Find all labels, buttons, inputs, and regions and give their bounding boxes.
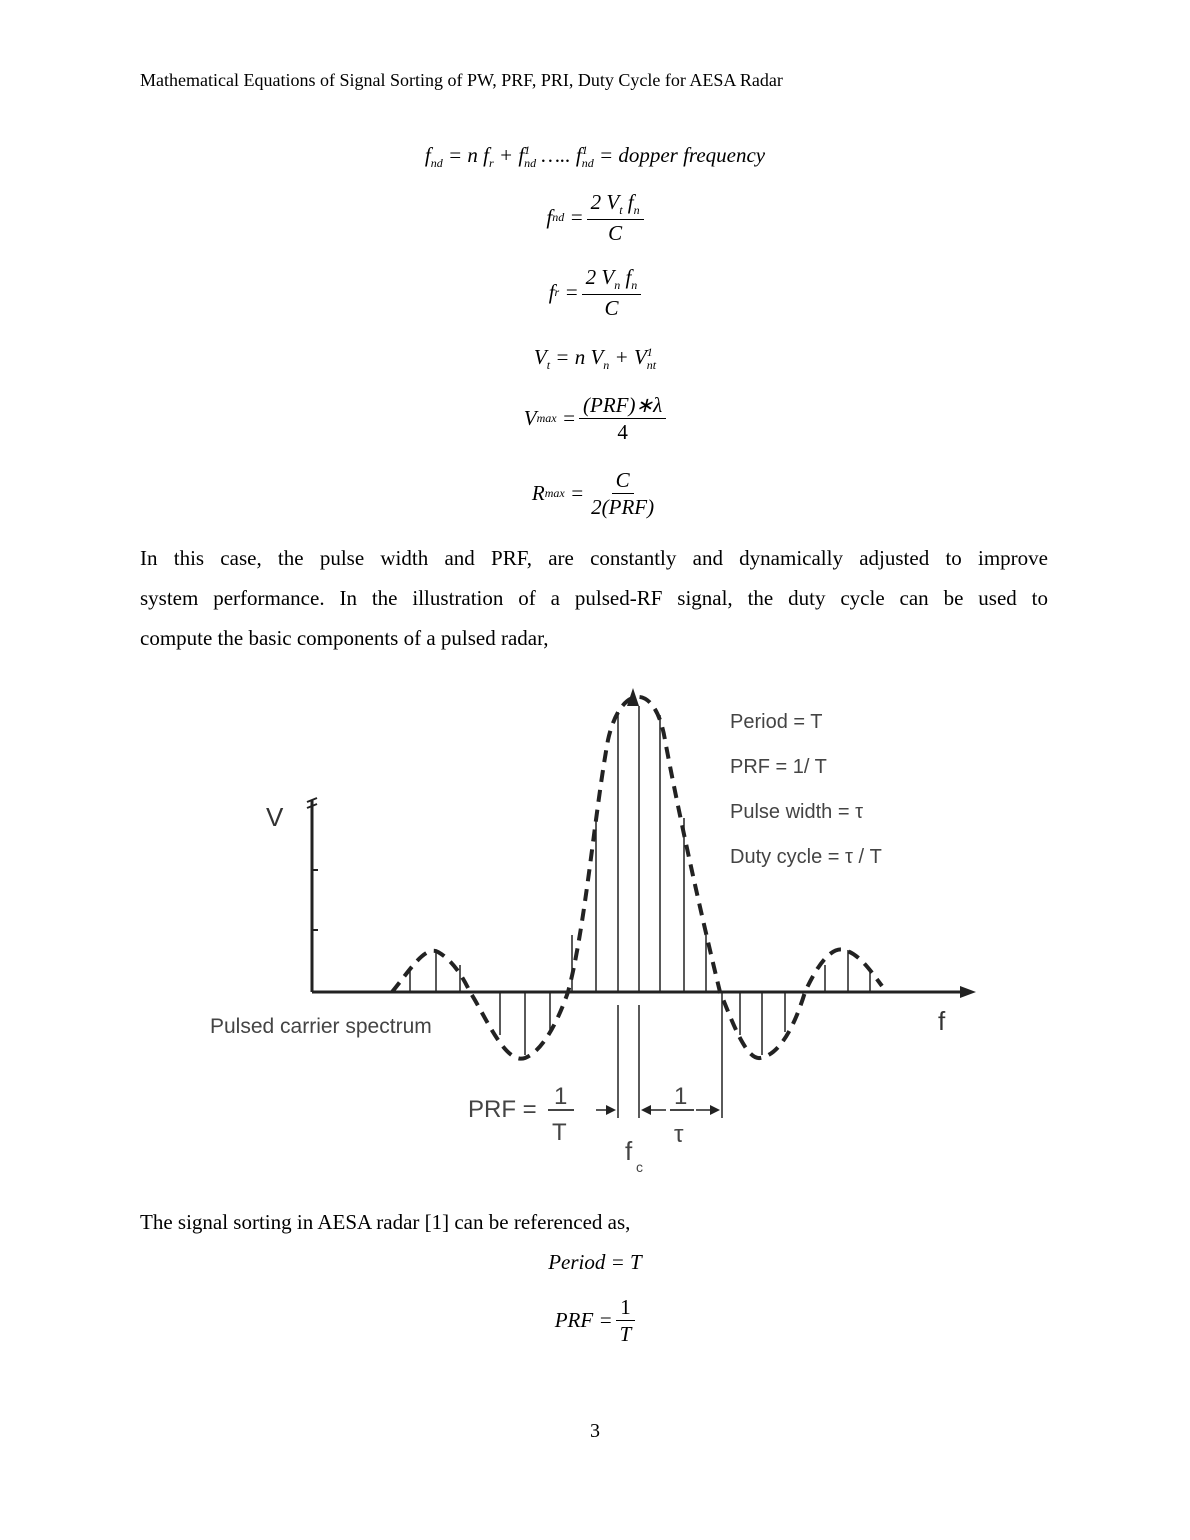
prf-denominator: T <box>552 1119 567 1146</box>
axis-f-label: f <box>938 1006 946 1036</box>
center-arrowhead <box>627 688 639 706</box>
f-axis-arrowhead <box>960 986 976 998</box>
equation-fnd: f nd = $\frac{2 V_t f_n}{C}$ <box>0 190 1190 245</box>
spectrum-label: Pulsed carrier spectrum <box>210 1015 432 1038</box>
legend-period: Period = T <box>730 711 823 733</box>
tau-denominator: τ <box>674 1121 684 1148</box>
body-paragraph-2: The signal sorting in AESA radar [1] can be referenced as, <box>140 1210 631 1234</box>
axis-v-label: V <box>266 802 284 832</box>
legend-prf: PRF = 1/ T <box>730 756 827 778</box>
measurement-markers <box>596 992 722 1118</box>
equation-fr: f r = $\frac{2 V_n f_n}{C}$ <box>0 265 1190 320</box>
prf-numerator: 1 <box>554 1083 568 1110</box>
prf-arrowhead <box>606 1105 616 1115</box>
tau-arrowhead-right <box>710 1105 720 1115</box>
body-paragraph <box>140 538 1048 658</box>
legend-duty-cycle: Duty cycle = τ / T <box>730 846 882 868</box>
sinc-envelope <box>392 697 882 1059</box>
equation-period: Period = T <box>548 1250 642 1274</box>
paragraph-line: system performance. In the illustration of a pulsed-RF signal, the duty cycle can be used to <box>140 586 1048 610</box>
page-number: 3 <box>590 1420 600 1442</box>
equation-prf: PRF = $\frac{1}{T}$ <box>0 1295 1190 1346</box>
tau-numerator: 1 <box>674 1083 688 1110</box>
equation-rmax: R max = $\frac{C}{\text{2(PRF)}}$ <box>531 468 655 520</box>
legend-pulse-width: Pulse width = τ <box>730 801 863 823</box>
fc-label: f <box>625 1136 633 1166</box>
axes <box>307 798 960 992</box>
pulsed-spectrum-figure <box>200 670 990 1185</box>
tau-arrowhead-left <box>641 1105 651 1115</box>
fc-subscript: c <box>636 1159 643 1175</box>
paragraph-line: compute the basic components of a pulsed radar, <box>140 626 549 650</box>
equation-vt: $V_t = n$ $V_n + V^1_{nt}$ <box>533 345 657 373</box>
equation-vmax: V max = $\frac{\text{(PRF)∗λ}}{4}$ <box>0 393 1190 444</box>
equation-doppler: $f_{nd} = n$ $f_r + f^1_{nd}$ ….. $f^1_{nd}$ = dopper frequency <box>424 143 766 171</box>
prf-equation-label: PRF = <box>468 1096 537 1123</box>
paragraph-line: In this case, the pulse width and PRF, are constantly and dynamically adjusted to improve <box>140 546 1048 570</box>
page-header: Mathematical Equations of Signal Sorting of PW, PRF, PRI, Duty Cycle for AESA Radar <box>140 70 783 90</box>
